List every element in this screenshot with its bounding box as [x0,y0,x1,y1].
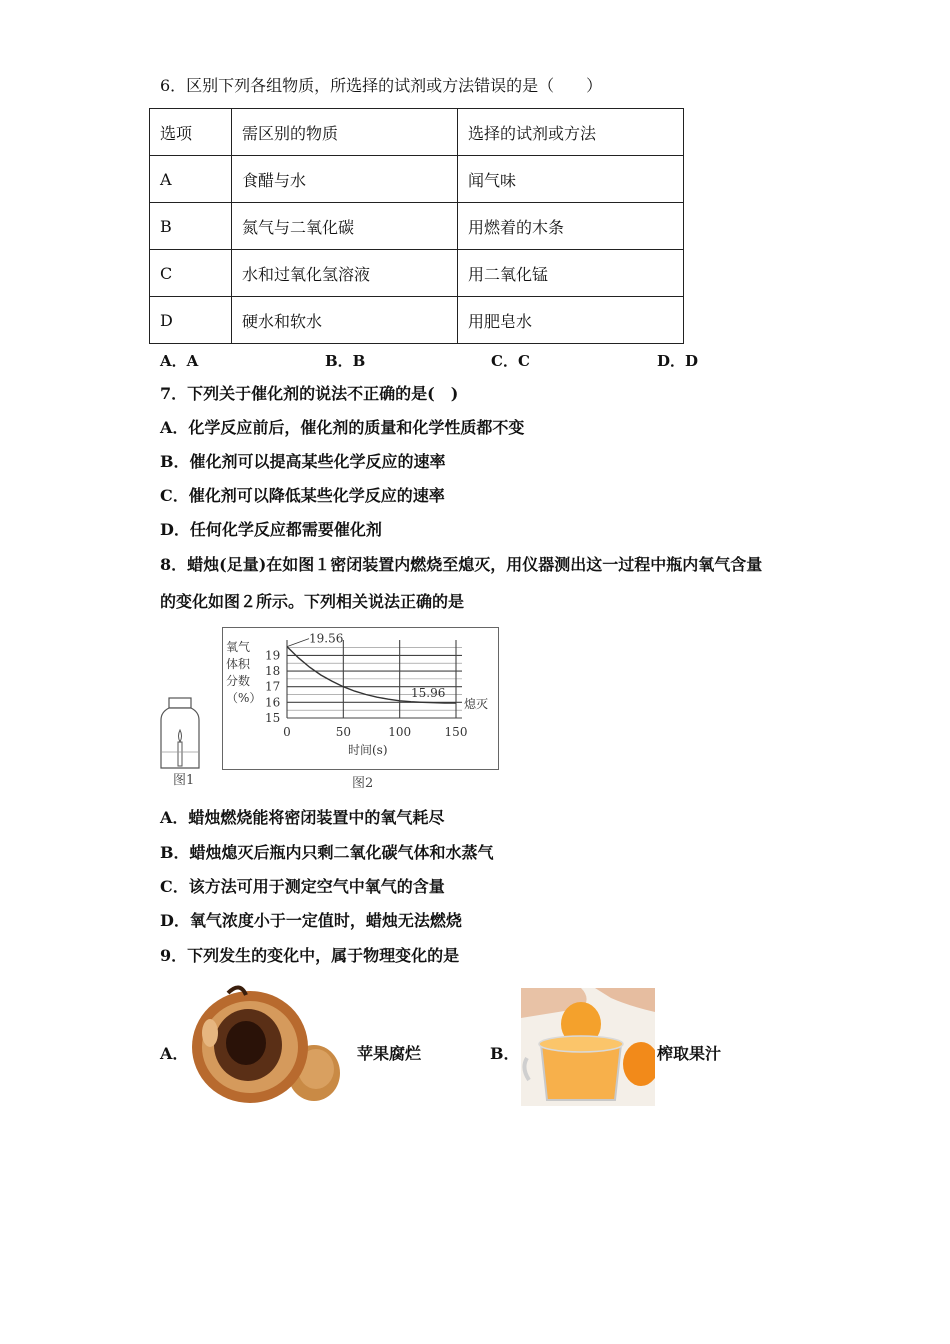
chart-x-tick-label: 0 [283,725,291,739]
q8-stem-line2: 的变化如图２所示。下列相关说法正确的是 [160,592,465,611]
chart-y-axis-label-line: 分数 [226,674,251,688]
q8-option-a[interactable]: A．蜡烛燃烧能将密闭装置中的氧气耗尽 [160,808,445,827]
table-cell: 闻气味 [458,156,684,203]
q9-option-b-label[interactable]: 榨取果汁 [657,1044,722,1063]
chart-y-axis-label-line: （%） [226,691,262,705]
q6-option-d[interactable]: D．D [657,352,699,370]
q7-option-a[interactable]: A．化学反应前后，催化剂的质量和化学性质都不变 [160,418,525,437]
table-cell: A [150,156,232,203]
q6-option-a[interactable]: A．A [160,352,199,370]
table-cell: 用肥皂水 [458,297,684,344]
q9-option-a-label[interactable]: 苹果腐烂 [357,1044,422,1063]
chart-y-tick-label: 18 [265,664,281,679]
q9-stem: 9．下列发生的变化中，属于物理变化的是 [160,946,460,965]
table-cell: 用二氧化锰 [458,250,684,297]
q9-option-a-letter[interactable]: A． [160,1044,189,1063]
table-header-row [150,109,684,156]
table-cell: 硬水和软水 [232,297,458,344]
q6-table [149,108,684,344]
q9-option-b-letter[interactable]: B． [490,1044,520,1063]
table-cell: 水和过氧化氢溶液 [232,250,458,297]
q7-option-c[interactable]: C．催化剂可以降低某些化学反应的速率 [160,486,445,505]
table-cell: C [150,250,232,297]
juicer-orange-image [521,988,655,1106]
chart-y-tick-label: 17 [265,679,281,694]
table-row [150,203,684,250]
q7-stem: 7．下列关于催化剂的说法不正确的是( ) [160,384,459,403]
chart-y-axis-label-line: 体积 [226,657,251,671]
q7-option-d[interactable]: D．任何化学反应都需要催化剂 [160,520,382,539]
q7-option-b[interactable]: B．催化剂可以提高某些化学反应的速率 [160,452,446,471]
table-header-cell: 选择的试剂或方法 [458,109,684,156]
table-row [150,250,684,297]
table-cell: 用燃着的木条 [458,203,684,250]
chart-y-axis-label-line: 氧气 [226,640,251,654]
q8-stem-line1: 8．蜡烛(足量)在如图１密闭装置内燃烧至熄灭，用仪器测出这一过程中瓶内氧气含量 [160,555,763,574]
chart-x-tick-label: 50 [335,725,351,739]
table-row [150,156,684,203]
oxygen-chart [222,627,500,792]
fig1-label: 图1 [173,773,195,788]
q6-option-b[interactable]: B．B [325,352,366,370]
chart-y-tick-label: 15 [265,711,281,725]
q6-option-c[interactable]: C．C [491,352,530,370]
table-header-cell: 需区别的物质 [232,109,458,156]
fig2-label: 图2 [352,776,374,791]
chart-y-tick-label: 16 [265,695,281,710]
table-header-cell: 选项 [150,109,232,156]
table-cell: D [150,297,232,344]
table-row [150,297,684,344]
chart-start-value-label: 19.56 [309,631,344,646]
table-cell: B [150,203,232,250]
chart-x-axis-label: 时间(s) [348,743,388,757]
chart-x-tick-label: 150 [444,725,468,739]
chart-y-tick-label: 19 [265,648,281,663]
chart-end-value-label: 15.96 [411,685,446,700]
q8-option-b[interactable]: B．蜡烛熄灭后瓶内只剩二氧化碳气体和水蒸气 [160,843,494,862]
q6-stem: 6．区别下列各组物质，所选择的试剂或方法错误的是（ ） [160,76,603,95]
q8-option-d[interactable]: D．氧气浓度小于一定值时，蜡烛无法燃烧 [160,911,462,930]
table-cell: 氮气与二氧化碳 [232,203,458,250]
q8-option-c[interactable]: C．该方法可用于测定空气中氧气的含量 [160,877,445,896]
rotten-apple-image [188,983,340,1105]
chart-extinguish-label: 熄灭 [464,696,489,711]
chart-x-tick-label: 100 [388,725,412,739]
bottle-candle-figure [155,690,215,790]
table-cell: 食醋与水 [232,156,458,203]
